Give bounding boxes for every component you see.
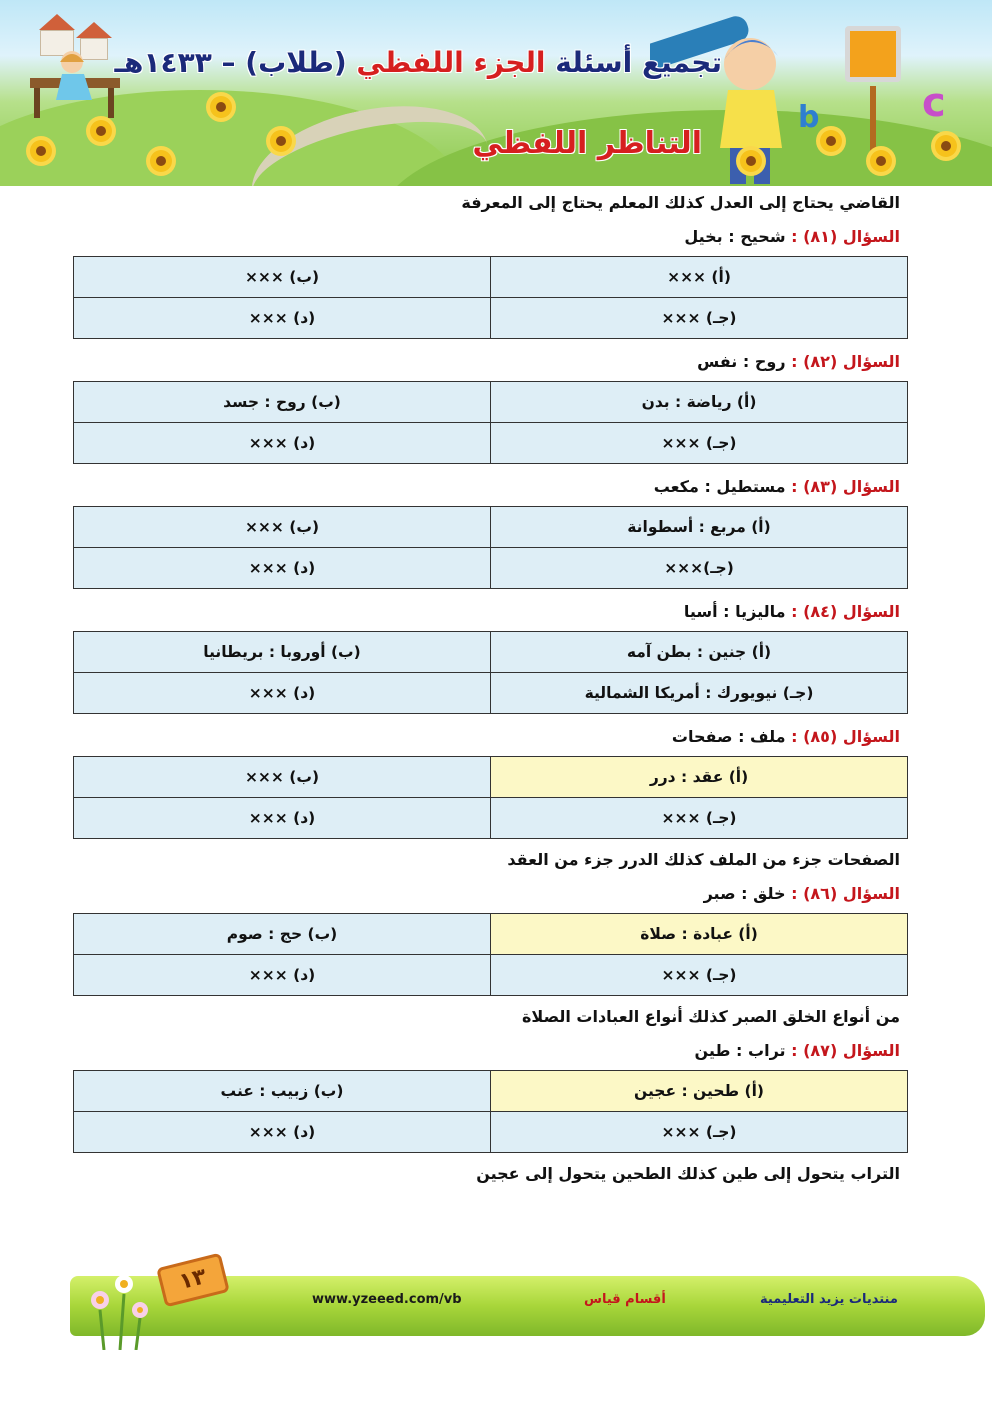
page-number: ١٣	[156, 1253, 230, 1308]
question-label: السؤال (٨٥) :	[791, 727, 900, 746]
options-table-81	[73, 256, 908, 339]
question-85	[73, 726, 900, 748]
flower-decoration	[90, 120, 112, 142]
header-banner	[0, 0, 992, 186]
options-table-86	[73, 913, 908, 996]
footer	[0, 1240, 992, 1350]
option-b[interactable]: (ب) أوروبا : بريطانيا	[74, 632, 491, 673]
flower-decoration	[210, 96, 232, 118]
option-d[interactable]: (د) ×××	[74, 673, 491, 714]
question-84	[73, 601, 900, 623]
question-label: السؤال (٨٢) :	[791, 352, 900, 371]
question-pair: ملف : صفحات	[671, 727, 786, 746]
option-d[interactable]: (د) ×××	[74, 798, 491, 839]
option-c[interactable]: (جـ) ×××	[491, 798, 908, 839]
flower-decoration	[150, 150, 172, 172]
question-87	[73, 1040, 900, 1062]
option-a[interactable]: (أ) رياضة : بدن	[491, 382, 908, 423]
option-c[interactable]: (جـ) ×××	[491, 298, 908, 339]
section-title: التناظر اللفظي	[472, 126, 702, 161]
option-a[interactable]: (أ) ×××	[491, 257, 908, 298]
option-c[interactable]: (جـ) ×××	[491, 955, 908, 996]
question-label: السؤال (٨٤) :	[791, 602, 900, 621]
option-b[interactable]: (ب) ×××	[74, 257, 491, 298]
flower-decoration	[820, 130, 842, 152]
option-b[interactable]: (ب) ×××	[74, 507, 491, 548]
question-86	[73, 883, 900, 905]
letter-b-decoration: b	[798, 100, 820, 135]
answer-explanation: الصفحات جزء من الملف كذلك الدرر جزء من العقد	[507, 850, 900, 869]
option-d[interactable]: (د) ×××	[74, 955, 491, 996]
roof-illustration	[39, 14, 75, 30]
options-table-83	[73, 506, 908, 589]
roof-illustration	[76, 22, 112, 38]
answer-explanation: من أنواع الخلق الصبر كذلك أنواع العبادات الصلاة	[521, 1007, 900, 1026]
option-a[interactable]: (أ) مربع : أسطوانة	[491, 507, 908, 548]
main-content	[73, 192, 908, 1185]
question-pair: تراب : طين	[694, 1041, 786, 1060]
option-a-correct[interactable]: (أ) عقد : درر	[491, 757, 908, 798]
options-table-87	[73, 1070, 908, 1153]
option-c[interactable]: (جـ) ×××	[491, 423, 908, 464]
question-pair: ماليزيا : أسيا	[683, 602, 786, 621]
options-table-85	[73, 756, 908, 839]
question-81	[73, 226, 900, 248]
footer-forum-name: منتديات يزيد التعليمية	[760, 1292, 898, 1307]
option-b[interactable]: (ب) زبيب : عنب	[74, 1071, 491, 1112]
question-label: السؤال (٨١) :	[791, 227, 900, 246]
page-title: تجميع أسئلة الجزء اللفظي (طلاب) – ١٤٣٣هـ	[114, 46, 722, 79]
flower-decoration	[935, 135, 957, 157]
options-table-82	[73, 381, 908, 464]
option-b[interactable]: (ب) روح : جسد	[74, 382, 491, 423]
option-d[interactable]: (د) ×××	[74, 423, 491, 464]
option-c[interactable]: (جـ) ×××	[491, 1112, 908, 1153]
question-pair: شحيح : بخيل	[684, 227, 786, 246]
flowers-illustration	[80, 1270, 170, 1350]
flower-decoration	[870, 150, 892, 172]
option-a-correct[interactable]: (أ) طحين : عجين	[491, 1071, 908, 1112]
flower-decoration	[270, 130, 292, 152]
footer-section-link[interactable]: أقسام قياس	[584, 1292, 666, 1307]
option-a[interactable]: (أ) جنين : بطن آمه	[491, 632, 908, 673]
question-82	[73, 351, 900, 373]
question-83	[73, 476, 900, 498]
flower-decoration	[30, 140, 52, 162]
question-label: السؤال (٨٦) :	[791, 884, 900, 903]
intro-explanation: القاضي يحتاج إلى العدل كذلك المعلم يحتاج إلى المعرفة	[461, 193, 900, 212]
option-c[interactable]: (جـ)×××	[491, 548, 908, 589]
option-c[interactable]: (جـ) نيويورك : أمريكا الشمالية	[491, 673, 908, 714]
flower-decoration	[740, 150, 762, 172]
option-b[interactable]: (ب) حج : صوم	[74, 914, 491, 955]
footer-url[interactable]: www.yzeeed.com/vb	[312, 1292, 462, 1307]
question-pair: روح : نفس	[697, 352, 786, 371]
question-pair: مستطيل : مكعب	[653, 477, 786, 496]
option-b[interactable]: (ب) ×××	[74, 757, 491, 798]
option-d[interactable]: (د) ×××	[74, 1112, 491, 1153]
option-a-correct[interactable]: (أ) عبادة : صلاة	[491, 914, 908, 955]
option-d[interactable]: (د) ×××	[74, 548, 491, 589]
option-d[interactable]: (د) ×××	[74, 298, 491, 339]
sign-board-illustration	[845, 26, 901, 82]
question-label: السؤال (٨٧) :	[791, 1041, 900, 1060]
options-table-84	[73, 631, 908, 714]
answer-explanation: التراب يتحول إلى طين كذلك الطحين يتحول إلى عجين	[476, 1164, 900, 1183]
question-label: السؤال (٨٣) :	[791, 477, 900, 496]
question-pair: خلق : صبر	[703, 884, 786, 903]
letter-c-decoration: c	[922, 80, 946, 126]
